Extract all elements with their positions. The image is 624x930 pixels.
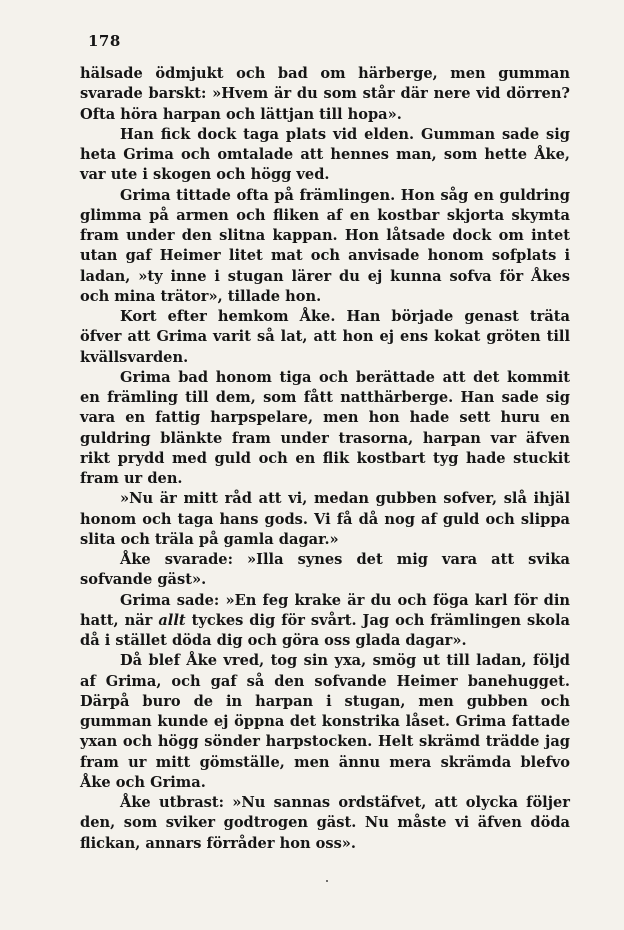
paragraph-7: Åke svarade: »Illa synes det mig vara att svika sofvande gäst». [80,551,570,589]
paragraph-8 [80,591,570,652]
paragraph-3: Grima tittade ofta på främlingen. Hon såg en guldring glimma på armen och fliken af en kostbar skjorta skymta fram under den slitna kappan. Hon låtsade dock om intet utan gaf Heimer litet mat och anvisade honom sofplats i ladan, »ty inne i stugan lärer du ej kunna sofva för Åkes och mina trätor», tillade hon. [80,186,570,305]
paragraph-1: hälsade ödmjukt och bad om härberge, men gumman svarade barskt: »Hvem är du som står där nere vid dörren? Ofta höra harpan och lättjan till hopa». [80,65,570,123]
print-speck [326,880,328,882]
paragraph-9: Då blef Åke vred, tog sin yxa, smög ut till ladan, följd af Grima, och gaf så den sofvande Heimer banehugget. Därpå buro de in harpan i stugan, men gubben och gumman kunde ej öppna det konstrika låset. Grima fattade yxan och högg sönder harpstocken. Helt skrämd trädde jag fram ur mitt gömställe, men ännu mera skrämda blefvo Åke och Grima. [80,652,570,791]
paragraph-5: Grima bad honom tiga och berättade att det kommit en främling till dem, som fått natthärberge. Han sade sig vara en fattig harpspelare, men hon hade sett huru en guldring blänkte fram under trasorna, harpan var äfven rikt prydd med guld och en flik kostbart tyg hade stuckit fram ur den. [80,368,570,487]
paragraph-6: »Nu är mitt råd att vi, medan gubben sofver, slå ihjäl honom och taga hans gods. Vi få då nog af guld och slippa slita och träla på gamla dagar.» [80,490,570,548]
paragraph-10: Åke utbrast: »Nu sannas ordstäfvet, att olycka följer den, som sviker godtrogen gäst. Nu måste vi äfven döda flickan, annars förråder hon oss». [80,794,570,852]
paragraph-2: Han fick dock taga plats vid elden. Gumman sade sig heta Grima och omtalade att hennes man, som hette Åke, var ute i skogen och högg ved. [80,125,570,184]
paragraph-8-start: Grima sade: »En feg krake är du och föga karl för din hatt, när [80,591,570,629]
paragraph-4: Kort efter hemkom Åke. Han började genast träta öfver att Grima varit så lat, att hon ej ens kokat gröten till kvällsvarden. [80,308,570,366]
paragraph-8-end: tyckes dig för svårt. Jag och främlingen skola då i stället döda dig och göra oss glada dagar». [80,611,571,649]
body-text [80,64,570,854]
italic-word: allt [158,611,186,629]
page-number: 178 [88,32,121,50]
